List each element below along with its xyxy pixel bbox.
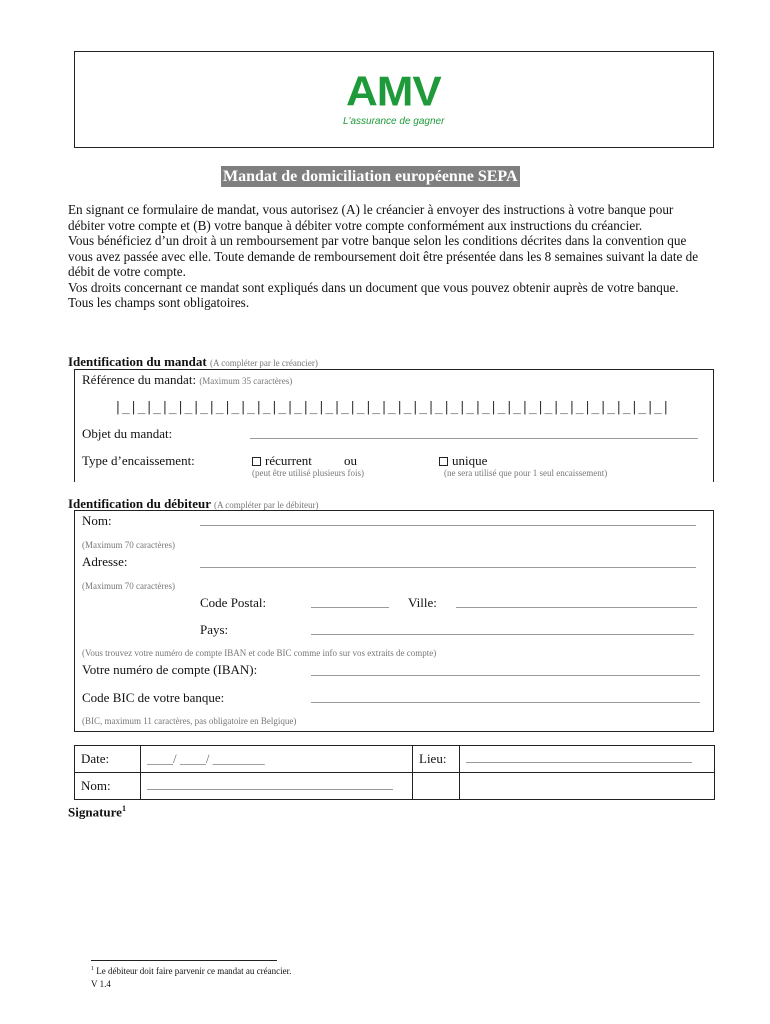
mandate-title-text: Identification du mandat: [68, 354, 207, 369]
date-label: Date:: [75, 746, 141, 773]
reference-input[interactable]: |_|_|_|_|_|_|_|_|_|_|_|_|_|_|_|_|_|_|_|_|_|_|_|_|_|_|_|_|_|_|_|_|_|_|_|: [114, 400, 670, 415]
reference-hint: (Maximum 35 caractères): [199, 376, 293, 386]
table-name-input[interactable]: [141, 773, 413, 800]
table-row: [75, 773, 715, 800]
empty-cell: [413, 773, 460, 800]
intro-paragraph: Vous bénéficiez d’un droit à un remboursement par votre banque selon les conditions décrites dans la convention que vous avez passée avec elle. Toute demande de remboursement doit être présentée dans les 8 semaines suivant la date de débit de votre compte.: [68, 233, 699, 279]
logo-box: [74, 51, 714, 148]
recurrent-label: récurrent: [265, 453, 312, 468]
signature-label: [68, 804, 126, 820]
unique-checkbox[interactable]: [439, 457, 448, 466]
intro-paragraph: En signant ce formulaire de mandat, vous autorisez (A) le créancier à envoyer des instructions à votre banque pour débiter votre compte et (B) votre banque à débiter votre compte conformément aux instructions du créancier.: [68, 202, 674, 233]
country-input[interactable]: [311, 634, 694, 635]
city-input[interactable]: [456, 607, 697, 608]
unique-option[interactable]: [439, 453, 487, 469]
address-hint: (Maximum 70 caractères): [82, 581, 175, 591]
postal-code-input[interactable]: [311, 607, 389, 608]
empty-cell: [460, 773, 715, 800]
recurrent-hint: (peut être utilisé plusieurs fois): [252, 468, 364, 478]
logo-tagline: L'assurance de gagner: [343, 116, 445, 127]
debtor-title-text: Identification du débiteur: [68, 496, 211, 511]
name-input[interactable]: [200, 525, 696, 526]
unique-hint: (ne sera utilisé que pour 1 seul encaissement): [444, 468, 608, 478]
or-label: ou: [344, 453, 357, 468]
bic-label: Code BIC de votre banque:: [82, 690, 225, 705]
object-input[interactable]: [250, 438, 698, 439]
intro-paragraph: Tous les champs sont obligatoires.: [68, 295, 250, 310]
address-label: Adresse:: [82, 554, 128, 569]
address-input[interactable]: [200, 567, 696, 568]
country-label: Pays:: [200, 622, 229, 637]
name-hint: (Maximum 70 caractères): [82, 540, 175, 550]
bic-hint: (BIC, maximum 11 caractères, pas obligatoire en Belgique): [82, 716, 297, 726]
amv-logo: AMV: [346, 68, 441, 115]
unique-label: unique: [452, 453, 488, 468]
mandate-section-hint: (A compléter par le créancier): [209, 358, 318, 368]
date-input[interactable]: ____/ ____/ ________: [141, 746, 413, 773]
mandate-section-title: [68, 354, 318, 370]
footnote: [91, 966, 291, 976]
table-name-label: Nom:: [75, 773, 141, 800]
recurrent-option[interactable]: [252, 453, 312, 469]
place-label: Lieu:: [413, 746, 460, 773]
iban-input[interactable]: [311, 675, 700, 676]
postal-code-label: Code Postal:: [200, 595, 267, 610]
footnote-mark: 1: [91, 966, 94, 972]
version-label: V 1.4: [91, 979, 111, 989]
name-label: Nom:: [82, 513, 112, 528]
recurrent-checkbox[interactable]: [252, 457, 261, 466]
debtor-section-hint: (A compléter par le débiteur): [214, 500, 319, 510]
signature-table: [74, 745, 715, 800]
place-input[interactable]: [460, 746, 715, 773]
reference-label: Référence du mandat:: [82, 372, 197, 387]
signature-footnote-mark: 1: [121, 804, 126, 813]
footnote-divider: [91, 960, 277, 961]
city-label: Ville:: [408, 595, 437, 610]
iban-hint: (Vous trouvez votre numéro de compte IBAN et code BIC comme info sur vos extraits de compte): [82, 648, 437, 658]
object-label: Objet du mandat:: [82, 426, 173, 441]
document-title: Mandat de domiciliation européenne SEPA: [223, 168, 518, 185]
bic-input[interactable]: [311, 702, 700, 703]
footnote-text: Le débiteur doit faire parvenir ce mandat au créancier.: [96, 966, 292, 976]
iban-label: Votre numéro de compte (IBAN):: [82, 662, 258, 677]
reference-label-row: [82, 372, 292, 388]
table-row: [75, 746, 715, 773]
collection-type-label: Type d’encaissement:: [82, 453, 195, 468]
signature-area[interactable]: [68, 822, 708, 952]
intro-text: [68, 202, 708, 311]
signature-text: Signature: [68, 804, 122, 820]
intro-paragraph: Vos droits concernant ce mandat sont expliqués dans un document que vous pouvez obtenir auprès de votre banque.: [68, 279, 679, 295]
